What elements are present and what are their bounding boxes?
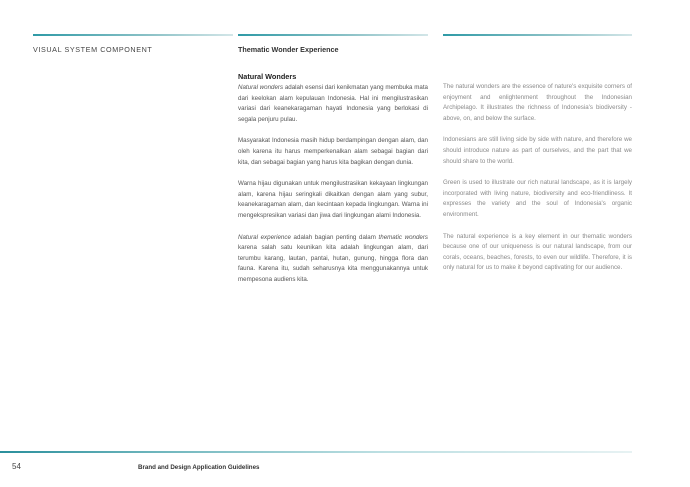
paragraph-text: karena salah satu keunikan kita adalah lingkungan alam, dari terumbu karang, lautan, pantai, hutan, gunung, hingga flora dan fauna. Karena itu, sudah seharusnya kita menggunakannya untuk mempesona audiens kita. — [238, 244, 428, 283]
footer-rule — [0, 451, 632, 453]
english-column — [443, 82, 632, 285]
italic-term: Natural wonders — [238, 84, 284, 91]
indonesian-column — [238, 72, 428, 297]
english-paragraph-1: The natural wonders are the essence of nature's exquisite corners of enjoyment and enlightenment throughout the Indonesian Archipelago. It illustrates the richness of Indonesia's biodiversity - above, on, and below the surface. — [443, 83, 632, 122]
italic-term: thematic wonders — [378, 233, 428, 241]
paragraph-text: adalah bagian penting dalam — [290, 233, 379, 241]
footer-title: Brand and Design Application Guidelines — [138, 464, 260, 471]
header-rule-right — [443, 34, 632, 36]
header-rule-middle — [238, 34, 428, 36]
english-paragraph-3: Green is used to illustrate our rich natural landscape, as it is largely incorporated with living nature, biodiversity and eco-friendliness. It expresses the variety and the soul of Indonesia's organic environment. — [443, 179, 632, 218]
english-paragraph-4: The natural experience is a key element in our thematic wonders because one of our uniqueness is our natural landscape, from our corals, oceans, beaches, forests, to even our wildlife. Therefore, it is only natural for us to make it beyond captivating for our audience. — [443, 232, 632, 272]
indonesian-paragraph-1 — [238, 83, 428, 125]
natural-wonders-heading: Natural Wonders — [238, 72, 297, 81]
italic-term: Natural experience — [238, 233, 291, 241]
page-number: 54 — [12, 462, 21, 471]
header-rule-left — [33, 34, 233, 36]
english-paragraph-2: Indonesians are still living side by side with nature, and therefore we should introduce nature as part of ourselves, and the part that we should share to the world. — [443, 136, 632, 165]
indonesian-paragraph-3: Warna hijau digunakan untuk mengilustrasikan kekayaan lingkungan alam, karena hijau seringkali dikaitkan dengan alam yang subur, keanekaragaman alam, dan kecintaan kepada lingkungan. Warna ini mengekspresikan variasi dan jiwa dari lingkungan alami Indonesia. — [238, 180, 428, 219]
paragraph-text: adalah esensi dari kenikmatan yang membuka mata dari keelokan alam kepulauan Indonesia. Hal ini mengilustrasikan variasi dari keanekaragaman hayati Indonesia yang berlokasi di segala penjuru pulau. — [238, 84, 428, 123]
section-title: Thematic Wonder Experience — [238, 45, 339, 54]
section-label: VISUAL SYSTEM COMPONENT — [33, 45, 153, 54]
indonesian-paragraph-4 — [238, 233, 428, 286]
indonesian-paragraph-2: Masyarakat Indonesia masih hidup berdampingan dengan alam, dan oleh karena itu harus memperkenalkan alam sebagai bagian dari kita, dan sebagai bagian yang harus kita bagikan dengan dunia. — [238, 137, 428, 166]
